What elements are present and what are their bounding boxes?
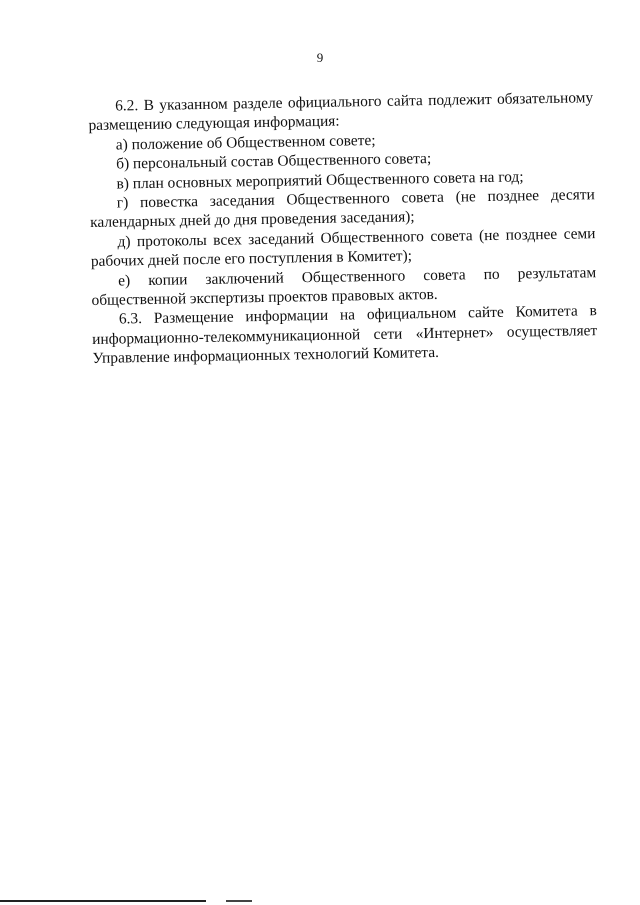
- document-body: [88, 88, 598, 368]
- footer-divider-line: [0, 900, 206, 902]
- paragraph-6-3: 6.3. Размещение информации на официальном сайте Комитета в информационно-телекоммуникационной сети «Интернет» осуществляет Управление информационных технологий Комитета.: [92, 302, 598, 368]
- footer-divider-mark: [226, 900, 252, 902]
- list-item-e: е) копии заключений Общественного совета по результатам общественной экспертизы проектов правовых актов.: [91, 263, 597, 310]
- list-item-g: г) повестка заседания Общественного совета (не позднее десяти календарных дней до дня проведения заседания);: [90, 186, 595, 232]
- paragraph-6-2: 6.2. В указанном разделе официального сайта подлежит обязательному размещению следующая информация:: [88, 89, 594, 135]
- list-item-a: а) положение об Общественном совете;: [115, 131, 376, 154]
- list-item-v: в) план основных мероприятий Общественного совета на год;: [116, 168, 524, 193]
- list-item-b: б) персональный состав Общественного совета;: [116, 150, 432, 173]
- page-number: 9: [316, 50, 324, 65]
- list-item-d: д) протоколы всех заседаний Общественного совета (не позднее семи рабочих дней после его поступления в Комитет);: [90, 225, 596, 271]
